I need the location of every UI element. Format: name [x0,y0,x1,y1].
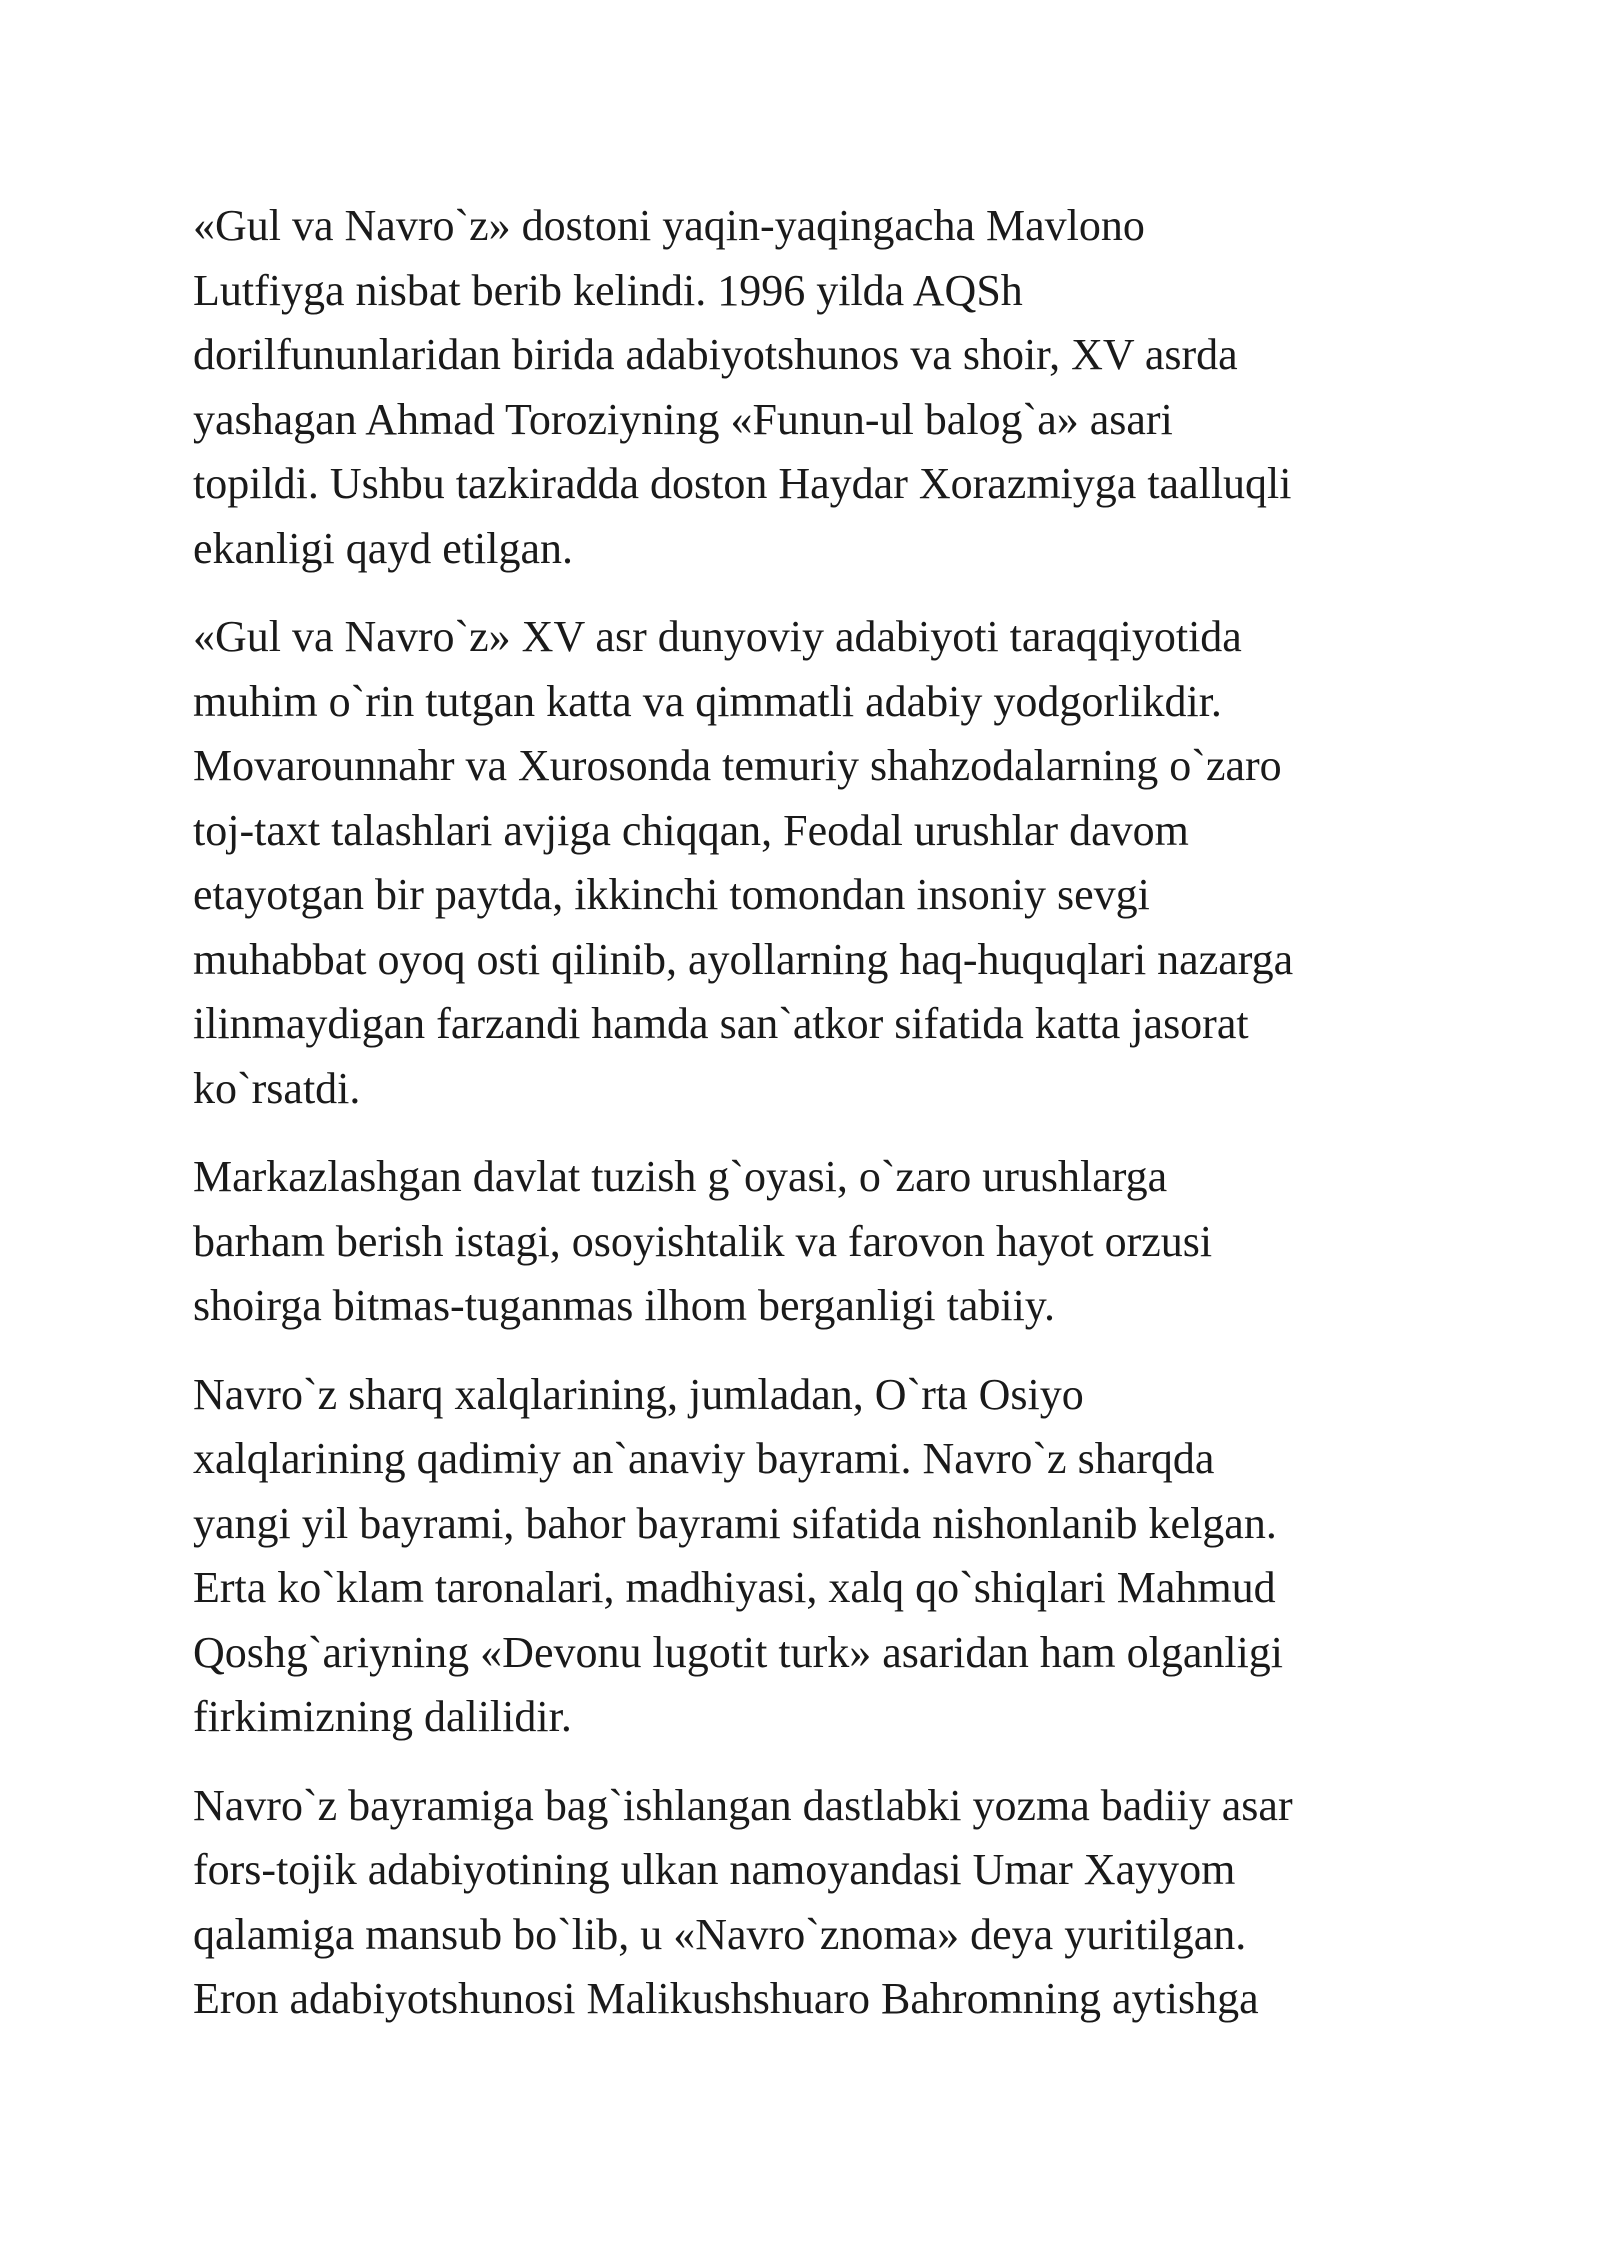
text-line: yashagan Ahmad Toroziyning «Funun-ul balog`a» asari [193,394,1173,444]
text-line: yangi yil bayrami, bahor bayrami sifatida nishonlanib kelgan. [193,1498,1277,1548]
text-line: shoirga bitmas-tuganmas ilhom berganligi tabiiy. [193,1281,1055,1330]
text-line: etayotgan bir paytda, ikkinchi tomondan insoniy sevgi [193,870,1150,919]
text-line: dorilfununlaridan birida adabiyotshunos va shoir, XV asrda [193,330,1238,379]
text-line: muhabbat oyoq osti qilinib, ayollarning haq-huquqlari nazarga [193,934,1294,984]
text-line: barham berish istagi, osoyishtalik va farovon hayot orzusi [193,1216,1213,1266]
text-line: topildi. Ushbu tazkiradda doston Haydar Xorazmiyga taalluqli [193,459,1292,508]
paragraph-1 [193,194,1433,581]
text-line: muhim o`rin tutgan katta va qimmatli adabiy yodgorlikdir. [193,676,1222,726]
text-line: Navro`z sharq xalqlarining, jumladan, O`rta Osiyo [193,1369,1084,1419]
text-line: «Gul va Navro`z» XV asr dunyoviy adabiyoti taraqqiyotida [193,612,1242,661]
text-line: toj-taxt talashlari avjiga chiqqan, Feodal urushlar davom [193,805,1189,855]
text-line: ko`rsatdi. [193,1063,361,1113]
paragraph-3 [193,1145,1433,1339]
text-line: ilinmaydigan farzandi hamda san`atkor sifatida katta jasorat [193,999,1249,1048]
document-body [193,194,1433,2056]
paragraph-2 [193,605,1433,1121]
text-line: «Gul va Navro`z» dostoni yaqin-yaqingacha Mavlono [193,201,1145,250]
text-line: Erta ko`klam taronalari, madhiyasi, xalq qo`shiqlari Mahmud [193,1563,1276,1612]
text-line: qalamiga mansub bo`lib, u «Navro`znoma» deya yuritilgan. [193,1909,1247,1959]
text-line: Markazlashgan davlat tuzish g`oyasi, o`zaro urushlarga [193,1152,1168,1201]
text-line: Eron adabiyotshunosi Malikushshuaro Bahromning aytishga [193,1974,1259,2023]
text-line: ekanligi qayd etilgan. [193,523,573,573]
paragraph-4 [193,1363,1433,1750]
text-line: Lutfiyga nisbat berib kelindi. 1996 yilda AQSh [193,265,1023,315]
text-line: Qoshg`ariyning «Devonu lugotit turk» asaridan ham olganligi [193,1627,1284,1677]
text-line: fors-tojik adabiyotining ulkan namoyandasi Umar Xayyom [193,1845,1236,1894]
text-line: Movarounnahr va Xurosonda temuriy shahzodalarning o`zaro [193,741,1282,790]
text-line: firkimizning dalilidir. [193,1692,572,1741]
paragraph-5 [193,1774,1433,2032]
text-line: xalqlarining qadimiy an`anaviy bayrami. Navro`z sharqda [193,1434,1215,1483]
text-line: Navro`z bayramiga bag`ishlangan dastlabki yozma badiiy asar [193,1780,1293,1830]
